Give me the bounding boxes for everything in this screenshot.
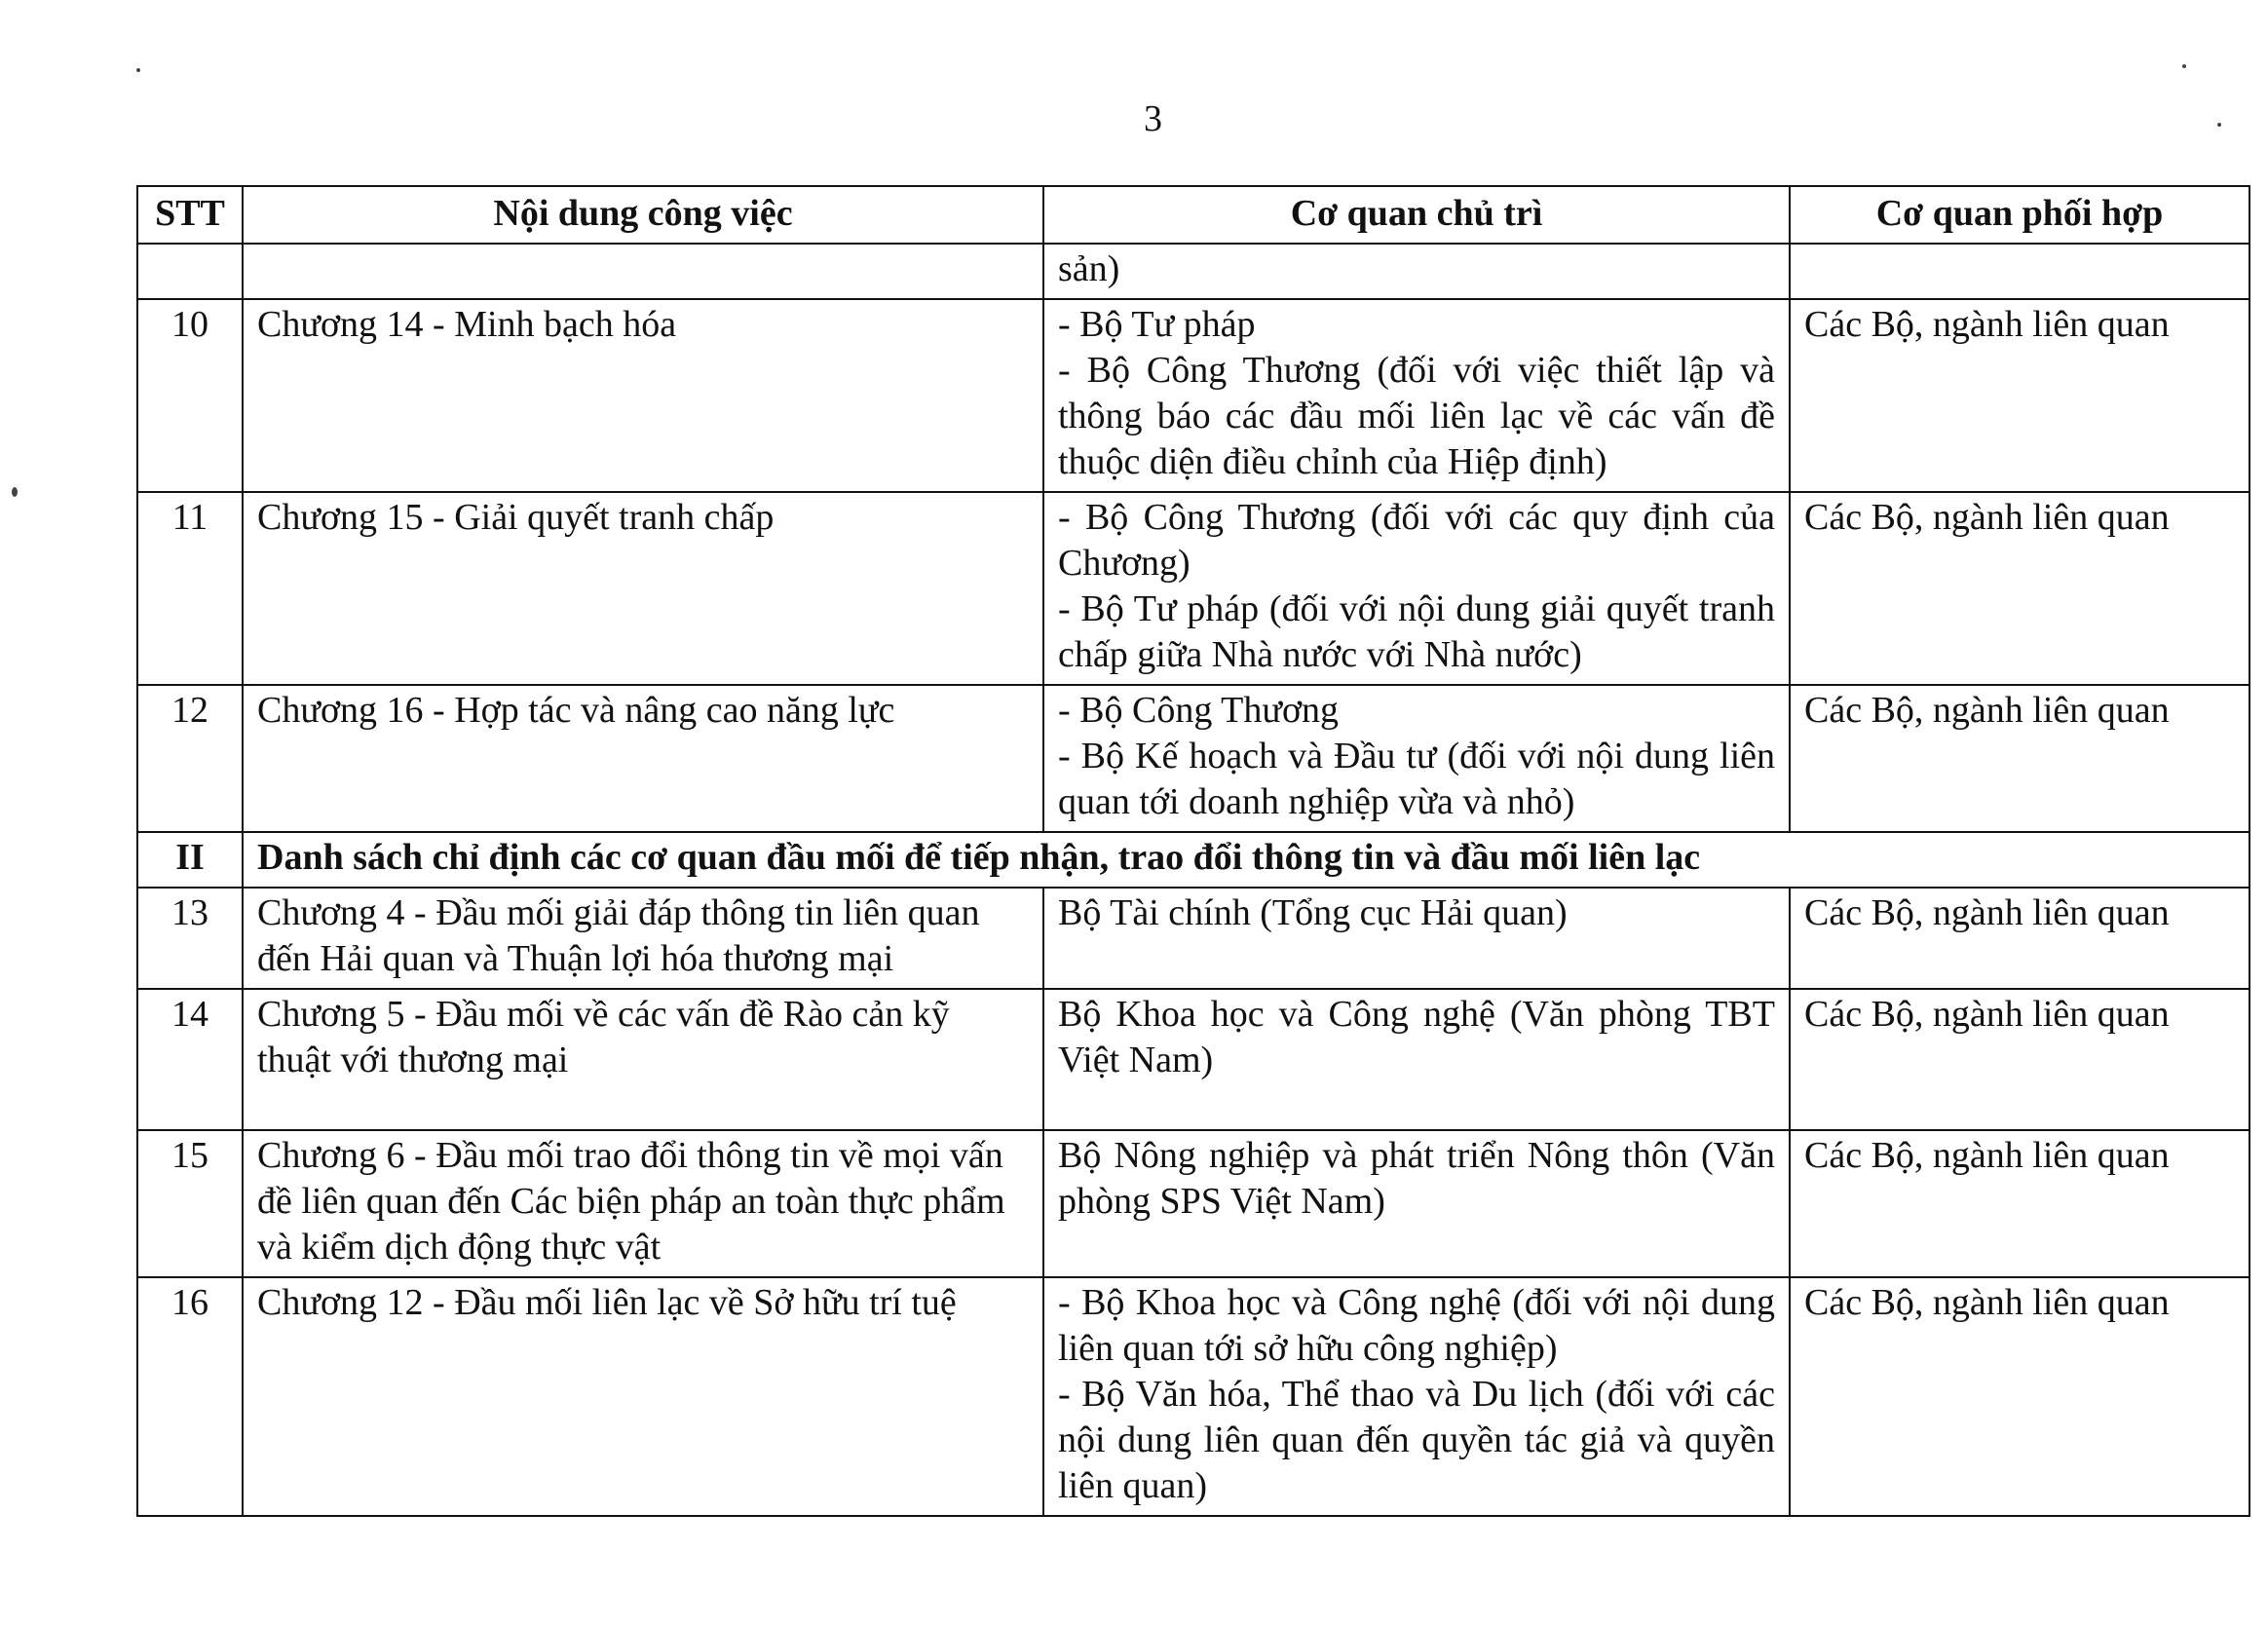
host-agency-cell [1043,888,1790,989]
content-cell: Chương 5 - Đầu mối về các vấn đề Rào cản kỹ thuật với thương mại [243,989,1043,1130]
stt-cell: 12 [137,685,243,832]
section-number: II [137,832,243,888]
coordinating-agency-cell: Các Bộ, ngành liên quan [1790,492,2249,685]
header-host-agency: Cơ quan chủ trì [1043,186,1790,244]
content-cell: Chương 16 - Hợp tác và nâng cao năng lực [243,685,1043,832]
coordinating-agency-cell: Các Bộ, ngành liên quan [1790,1277,2249,1516]
assignment-table [136,185,2250,1517]
stt-cell: 14 [137,989,243,1130]
content-cell: Chương 12 - Đầu mối liên lạc về Sở hữu trí tuệ [243,1277,1043,1516]
scan-speck [12,487,18,497]
coordinating-agency-cell: Các Bộ, ngành liên quan [1790,1130,2249,1277]
page-number: 3 [1144,98,1162,139]
host-agency-cell [1043,299,1790,492]
table-row [137,492,2249,685]
scan-speck [2182,64,2186,68]
host-agency-line: - Bộ Khoa học và Công nghệ (đối với nội dung liên quan tới sở hữu công nghiệp) [1058,1282,1775,1369]
stt-cell: 10 [137,299,243,492]
content-cell [243,244,1043,299]
header-stt: STT [137,186,243,244]
section-heading-row [137,832,2249,888]
coordinating-agency-cell [1790,244,2249,299]
host-agency-line: - Bộ Tư pháp (đối với nội dung giải quyết tranh chấp giữa Nhà nước với Nhà nước) [1058,588,1775,675]
host-agency-cell [1043,492,1790,685]
coordinating-agency-cell: Các Bộ, ngành liên quan [1790,888,2249,989]
host-agency-line: - Bộ Công Thương (đối với việc thiết lập và thông báo các đầu mối liên lạc về các vấn đề thuộc diện điều chỉnh của Hiệp định) [1058,350,1775,482]
table-row [137,1130,2249,1277]
host-agency-cell: sản) [1043,244,1790,299]
host-agency-cell [1043,1130,1790,1277]
host-agency-line: Bộ Nông nghiệp và phát triển Nông thôn (Văn phòng SPS Việt Nam) [1058,1135,1775,1222]
table-header-row [137,186,2249,244]
content-cell: Chương 15 - Giải quyết tranh chấp [243,492,1043,685]
host-agency-line: - Bộ Văn hóa, Thể thao và Du lịch (đối với các nội dung liên quan đến quyền tác giả và quyền liên quan) [1058,1374,1775,1506]
coordinating-agency-cell: Các Bộ, ngành liên quan [1790,299,2249,492]
scan-speck [2217,123,2221,127]
content-cell: Chương 4 - Đầu mối giải đáp thông tin liên quan đến Hải quan và Thuận lợi hóa thương mại [243,888,1043,989]
host-agency-line: - Bộ Tư pháp [1058,304,1256,345]
content-cell: Chương 6 - Đầu mối trao đổi thông tin về mọi vấn đề liên quan đến Các biện pháp an toàn thực phẩm và kiểm dịch động thực vật [243,1130,1043,1277]
section-title: Danh sách chỉ định các cơ quan đầu mối để tiếp nhận, trao đổi thông tin và đầu mối liên lạc [243,832,2249,888]
coordinating-agency-cell: Các Bộ, ngành liên quan [1790,989,2249,1130]
host-agency-line: - Bộ Công Thương (đối với các quy định của Chương) [1058,497,1775,584]
table-row [137,1277,2249,1516]
header-coordinating-agency: Cơ quan phối hợp [1790,186,2249,244]
scan-speck [136,68,140,72]
stt-cell: 16 [137,1277,243,1516]
stt-cell: 11 [137,492,243,685]
stt-cell: 13 [137,888,243,989]
table-row [137,299,2249,492]
host-agency-line: - Bộ Kế hoạch và Đầu tư (đối với nội dung liên quan tới doanh nghiệp vừa và nhỏ) [1058,736,1775,822]
header-content: Nội dung công việc [243,186,1043,244]
host-agency-cell [1043,685,1790,832]
table-row [137,888,2249,989]
content-cell: Chương 14 - Minh bạch hóa [243,299,1043,492]
host-agency-line: - Bộ Công Thương [1058,690,1340,731]
stt-cell [137,244,243,299]
host-agency-line: Bộ Tài chính (Tổng cục Hải quan) [1058,892,1568,933]
stt-cell: 15 [137,1130,243,1277]
coordinating-agency-cell: Các Bộ, ngành liên quan [1790,685,2249,832]
continuation-row [137,244,2249,299]
host-agency-cell [1043,1277,1790,1516]
host-agency-cell [1043,989,1790,1130]
host-agency-line: Bộ Khoa học và Công nghệ (Văn phòng TBT Việt Nam) [1058,994,1775,1080]
table-row [137,989,2249,1130]
table-row [137,685,2249,832]
